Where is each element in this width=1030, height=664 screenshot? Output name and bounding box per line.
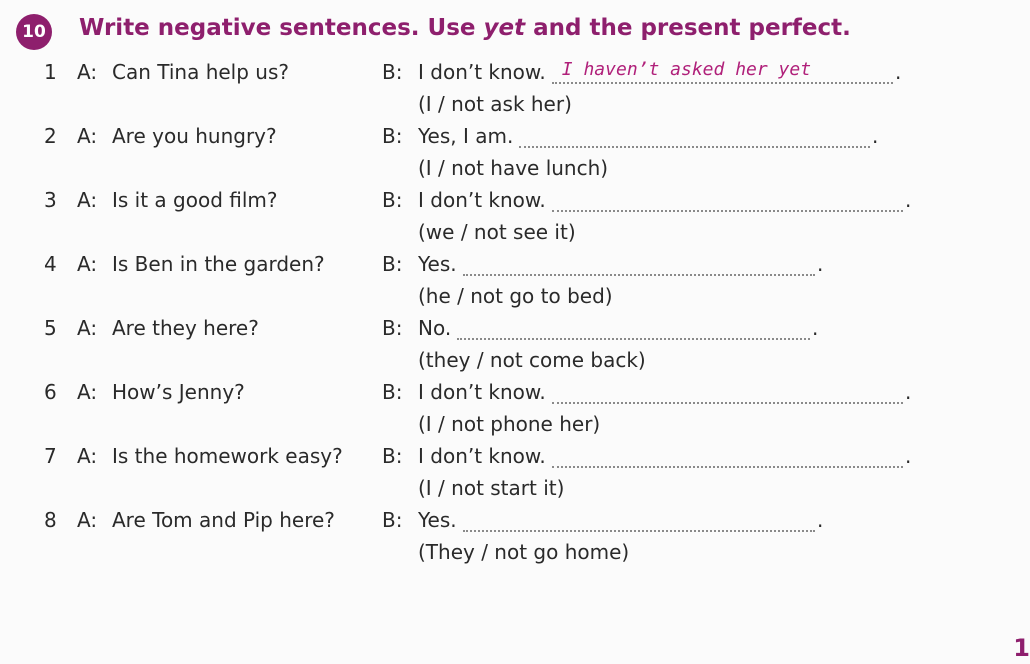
question-text: How’s Jenny?: [112, 380, 245, 404]
reply-line: [418, 508, 823, 532]
handwritten-answer: I haven’t asked her yet: [561, 59, 812, 80]
reply-text: Yes, I am.: [418, 124, 514, 148]
reply-line: [418, 380, 911, 404]
speaker-a-label: A:: [77, 188, 98, 212]
question-text: Is it a good film?: [112, 188, 278, 212]
item-number: 7: [44, 444, 57, 468]
item-number: 1: [44, 60, 57, 84]
speaker-a-label: A:: [77, 444, 98, 468]
full-stop: .: [895, 60, 902, 84]
item-number: 3: [44, 188, 57, 212]
speaker-b-label: B:: [382, 124, 403, 148]
instruction-text-2: and the present perfect.: [525, 15, 851, 41]
exercise-instruction: [79, 15, 851, 41]
prompt-hint: (I / not start it): [418, 476, 565, 500]
reply-line: [418, 60, 901, 84]
item-number: 6: [44, 380, 57, 404]
answer-blank[interactable]: [552, 444, 903, 468]
question-text: Are they here?: [112, 316, 259, 340]
prompt-hint: (I / not phone her): [418, 412, 601, 436]
prompt-hint: (They / not go home): [418, 540, 630, 564]
prompt-hint: (he / not go to bed): [418, 284, 613, 308]
item-number: 2: [44, 124, 57, 148]
item-number: 4: [44, 252, 57, 276]
reply-text: Yes.: [418, 508, 457, 532]
full-stop: .: [905, 380, 912, 404]
reply-line: [418, 252, 823, 276]
exercise-item: [0, 380, 1024, 444]
exercise-item: [0, 252, 1024, 316]
reply-text: I don’t know.: [418, 188, 546, 212]
exercise-item: [0, 60, 1024, 124]
full-stop: .: [817, 252, 824, 276]
speaker-a-label: A:: [77, 316, 98, 340]
question-text: Is the homework easy?: [112, 444, 343, 468]
item-number: 8: [44, 508, 57, 532]
answer-blank[interactable]: [457, 316, 810, 340]
question-text: Are Tom and Pip here?: [112, 508, 335, 532]
speaker-a-label: A:: [77, 252, 98, 276]
answer-blank[interactable]: [552, 380, 903, 404]
prompt-hint: (we / not see it): [418, 220, 576, 244]
full-stop: .: [812, 316, 819, 340]
answer-blank[interactable]: [519, 124, 870, 148]
exercise-item: [0, 124, 1024, 188]
speaker-b-label: B:: [382, 380, 403, 404]
question-text: Is Ben in the garden?: [112, 252, 325, 276]
answer-blank[interactable]: [463, 508, 815, 532]
speaker-b-label: B:: [382, 444, 403, 468]
reply-text: Yes.: [418, 252, 457, 276]
speaker-b-label: B:: [382, 252, 403, 276]
reply-text: I don’t know.: [418, 60, 546, 84]
exercise-item: [0, 188, 1024, 252]
reply-text: I don’t know.: [418, 444, 546, 468]
speaker-a-label: A:: [77, 380, 98, 404]
reply-text: No.: [418, 316, 452, 340]
speaker-b-label: B:: [382, 508, 403, 532]
answer-blank[interactable]: [552, 188, 903, 212]
exercise-item: [0, 508, 1024, 572]
speaker-a-label: A:: [77, 508, 98, 532]
answer-blank[interactable]: [463, 252, 815, 276]
answer-blank[interactable]: [552, 60, 893, 84]
page-number: 1: [1013, 634, 1030, 662]
instruction-emphasis: yet: [483, 15, 526, 41]
reply-line: [418, 444, 911, 468]
full-stop: .: [905, 188, 912, 212]
instruction-text-1: Write negative sentences. Use: [79, 15, 484, 41]
reply-text: I don’t know.: [418, 380, 546, 404]
exercise-item: [0, 444, 1024, 508]
reply-line: [418, 124, 878, 148]
reply-line: [418, 316, 818, 340]
exercise-number-badge: 10: [16, 14, 52, 50]
speaker-a-label: A:: [77, 60, 98, 84]
speaker-b-label: B:: [382, 188, 403, 212]
speaker-b-label: B:: [382, 316, 403, 340]
prompt-hint: (they / not come back): [418, 348, 646, 372]
full-stop: .: [872, 124, 879, 148]
full-stop: .: [905, 444, 912, 468]
item-number: 5: [44, 316, 57, 340]
prompt-hint: (I / not ask her): [418, 92, 572, 116]
full-stop: .: [817, 508, 824, 532]
question-text: Are you hungry?: [112, 124, 277, 148]
exercise-item: [0, 316, 1024, 380]
question-text: Can Tina help us?: [112, 60, 290, 84]
prompt-hint: (I / not have lunch): [418, 156, 609, 180]
reply-line: [418, 188, 911, 212]
speaker-a-label: A:: [77, 124, 98, 148]
speaker-b-label: B:: [382, 60, 403, 84]
